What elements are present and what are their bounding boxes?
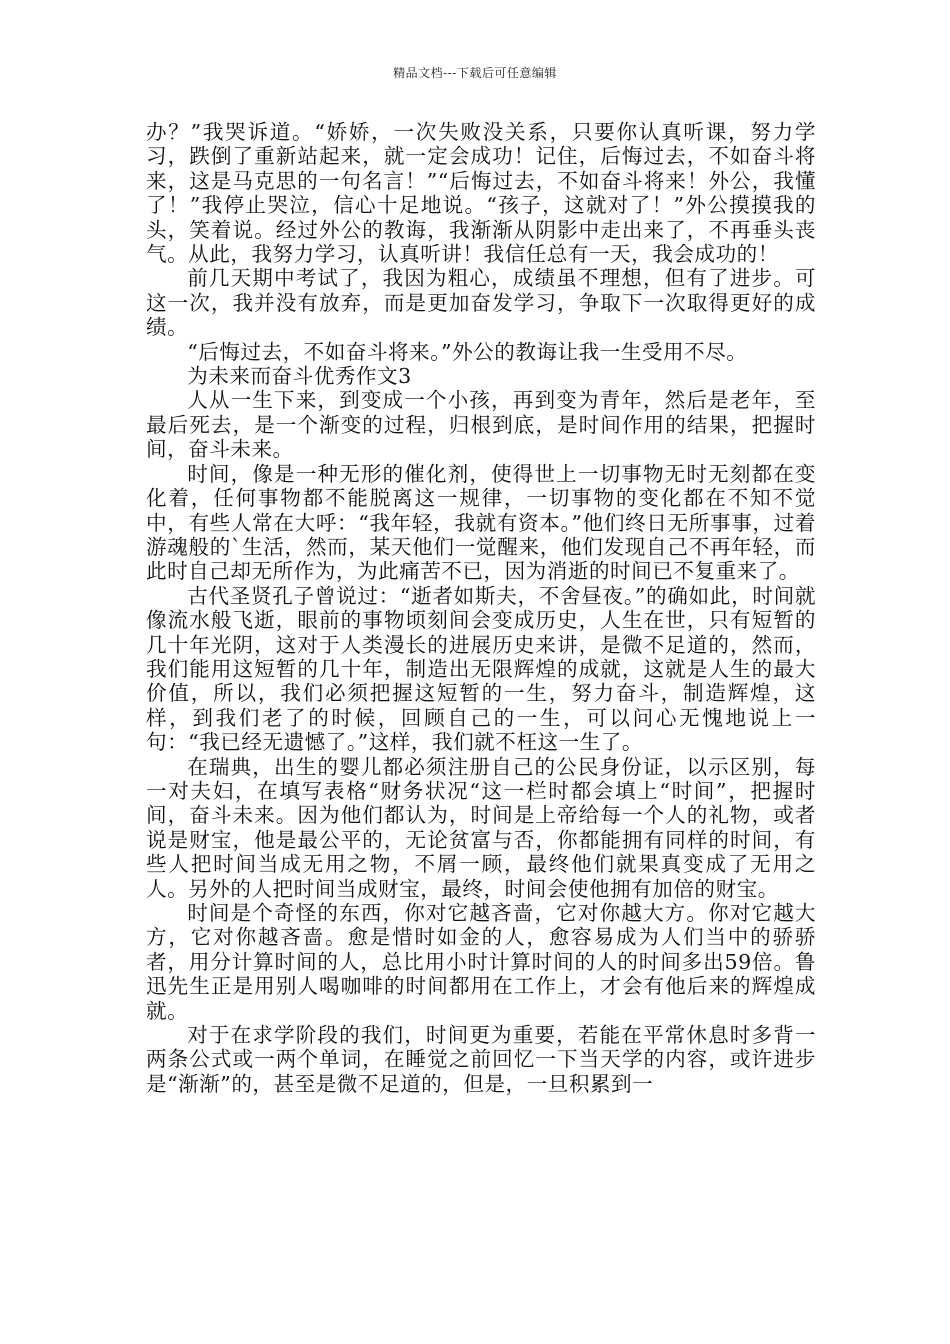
- paragraph: 时间是个奇怪的东西，你对它越吝啬，它对你越大方。你对它越大方，它对你越吝啬。愈是惜时如金的人，愈容易成为人们当中的骄骄者，用分计算时间的人，总比用小时计算时间的人的时间多出59倍。鲁迅先生正是用别人喝咖啡的时间都用在工作上，才会有他后来的辉煌成就。: [146, 901, 816, 1023]
- paragraph: 时间，像是一种无形的催化剂，使得世上一切事物无时无刻都在变化着，任何事物都不能脱离这一规律，一切事物的变化都在不知不觉中，有些人常在大呼：“我年轻，我就有资本。”他们终日无所事事，过着游魂般的`生活，然而，某天他们一觉醒来，他们发现自己不再年轻，而此时自己却无所作为，为此痛苦不已，因为消逝的时间已不复重来了。: [146, 461, 816, 584]
- paragraph: 人从一生下来，到变成一个小孩，再到变为青年，然后是老年，至最后死去，是一个渐变的过程，归根到底，是时间作用的结果，把握时间，奋斗未来。: [146, 388, 816, 462]
- paragraph: 对于在求学阶段的我们，时间更为重要，若能在平常休息时多背一两条公式或一两个单词，在睡觉之前回忆一下当天学的内容，或许进步是“渐渐”的，甚至是微不足道的，但是，一旦积累到一: [146, 1023, 816, 1096]
- paragraph-continuation: 办？”我哭诉道。“娇娇，一次失败没关系，只要你认真听课，努力学习，跌倒了重新站起来，就一定会成功！记住，后悔过去，不如奋斗将来，这是马克思的一句名言！”“后悔过去，不如奋斗将来！外公，我懂了！”我停止哭泣，信心十足地说。“孩子，这就对了！”外公摸摸我的头，笑着说。经过外公的教诲，我渐渐从阴影中走出来了，不再垂头丧气。从此，我努力学习，认真听讲！我信任总有一天，我会成功的！: [146, 120, 816, 267]
- paragraph: 在瑞典，出生的婴儿都必须注册自己的公民身份证，以示区别，每一对夫妇，在填写表格“财务状况“这一栏时都会填上“时间”，把握时间，奋斗未来。因为他们都认为，时间是上帝给每一个人的礼物，或者说是财宝，他是最公平的，无论贫富与否，你都能拥有同样的时间，有些人把时间当成无用之物，不屑一顾，最终他们就果真变成了无用之人。另外的人把时间当成财宝，最终，时间会使他拥有加倍的财宝。: [146, 754, 816, 901]
- paragraph: 古代圣贤孔子曾说过：“逝者如斯夫，不舍昼夜。”的确如此，时间就像流水般飞逝，眼前的事物顷刻间会变成历史，人生在世，只有短暂的几十年光阴，这对于人类漫长的进展历史来讲，是微不足道的，然而，我们能用这短暂的几十年，制造出无限辉煌的成就，这就是人生的最大价值，所以，我们必须把握这短暂的一生，努力奋斗，制造辉煌，这样，到我们老了的时候，回顾自己的一生，可以问心无愧地说上一句：“我已经无遗憾了。”这样，我们就不枉这一生了。: [146, 583, 816, 755]
- paragraph: 前几天期中考试了，我因为粗心，成绩虽不理想，但有了进步。可这一次，我并没有放弃，而是更加奋发学习，争取下一次取得更好的成绩。: [146, 266, 816, 340]
- section-heading: 为未来而奋斗优秀作文3: [187, 364, 412, 389]
- document-body: [146, 120, 816, 1096]
- page-header: 精品文档---下载后可任意编辑: [393, 66, 557, 80]
- paragraph: “后悔过去，不如奋斗将来。”外公的教诲让我一生受用不尽。: [187, 339, 748, 364]
